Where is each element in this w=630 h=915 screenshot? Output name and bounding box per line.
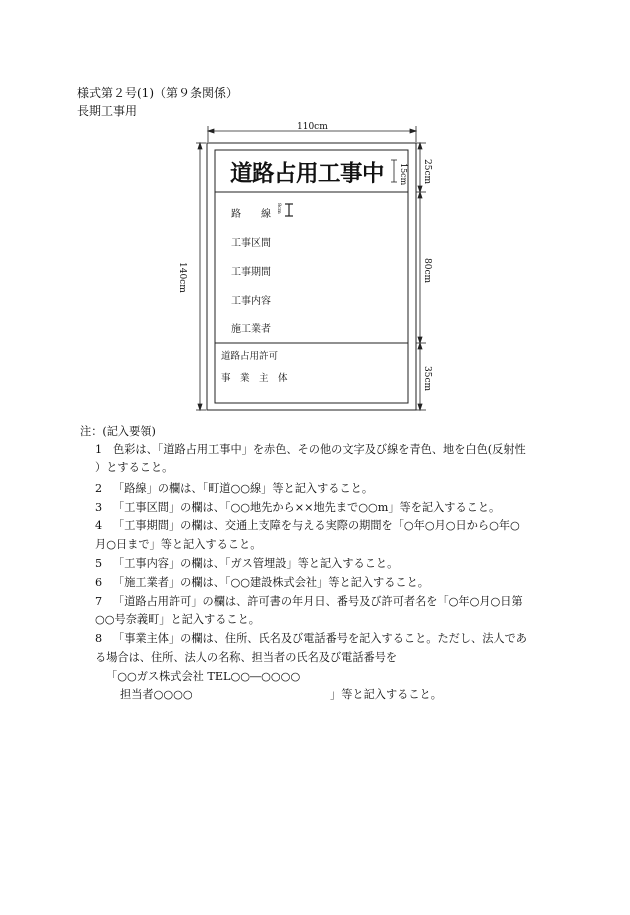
note-text-cont: 月○日まで」等と記入すること。 xyxy=(95,538,262,551)
note-num: 5 xyxy=(95,557,103,570)
note-text: 「工事区間」の欄は、「○○地先から××地先まで○○m」等を記入すること。 xyxy=(113,501,501,514)
note-text-cont: る場合は、住所、法人の名称、担当者の氏名及び電話番号を xyxy=(95,651,398,664)
field-period: 工事期間 xyxy=(231,267,271,278)
note-text: 「路線」の欄は、「町道○○線」等と記入すること。 xyxy=(113,482,374,495)
sign-diagram xyxy=(0,0,630,420)
form-number: 様式第２号(1)（第９条関係） xyxy=(77,86,238,100)
sign-title: 道路占用工事中 xyxy=(230,161,385,187)
note-num: 3 xyxy=(95,501,103,514)
height-label: 140cm xyxy=(177,262,187,293)
middle-band-label: 80cm xyxy=(422,258,432,284)
note-num: 1 xyxy=(95,443,103,456)
example-line-1: 「○○ガス株式会社 TEL○○―○○○○ xyxy=(106,670,301,683)
bottom-band-label: 35cm xyxy=(422,366,432,392)
field-content: 工事内容 xyxy=(231,296,271,307)
note-num: 7 xyxy=(95,595,103,608)
example-line-2a: 担当者○○○○ xyxy=(120,688,193,701)
note-text-cont: ○○号奈義町」と記入すること。 xyxy=(95,613,260,626)
width-label: 110cm xyxy=(297,122,328,132)
title-band-label: 25cm xyxy=(422,159,432,185)
note-num: 6 xyxy=(95,576,103,589)
label-char-size-label: 8cm xyxy=(276,203,282,214)
note-num: 2 xyxy=(95,482,103,495)
note-num: 8 xyxy=(95,632,103,645)
note-text: 「施工業者」の欄は、「○○建設株式会社」等と記入すること。 xyxy=(113,576,429,589)
note-text: 色彩は、「道路占用工事中」を赤色、その他の文字及び線を青色、地を白色(反射性 xyxy=(113,443,526,456)
form-subtitle: 長期工事用 xyxy=(77,104,138,118)
height-dimension xyxy=(196,143,206,410)
field-section: 工事区間 xyxy=(231,238,271,249)
field-route: 路 線 xyxy=(231,209,271,220)
note-text-cont: ）とすること。 xyxy=(95,461,174,474)
notes-heading: 注：(記入要領) xyxy=(80,425,156,438)
field-contractor: 施工業者 xyxy=(231,324,271,335)
note-text: 「事業主体」の欄は、住所、氏名及び電話番号を記入すること。ただし、法人であ xyxy=(113,632,527,645)
note-num: 4 xyxy=(95,519,103,532)
field-permit: 道路占用許可 xyxy=(221,351,279,362)
title-char-size-label: 15cm xyxy=(399,163,408,186)
example-line-2b: 」等と記入すること。 xyxy=(330,688,442,701)
note-text: 「道路占用許可」の欄は、許可書の年月日、番号及び許可者名を「○年○月○日第 xyxy=(113,595,523,608)
note-text: 「工事期間」の欄は、交通上支障を与える実際の期間を「○年○月○日から○年○ xyxy=(113,519,520,532)
note-text: 「工事内容」の欄は、「ガス管埋設」等と記入すること。 xyxy=(113,557,399,570)
field-operator: 事 業 主 体 xyxy=(221,373,288,384)
